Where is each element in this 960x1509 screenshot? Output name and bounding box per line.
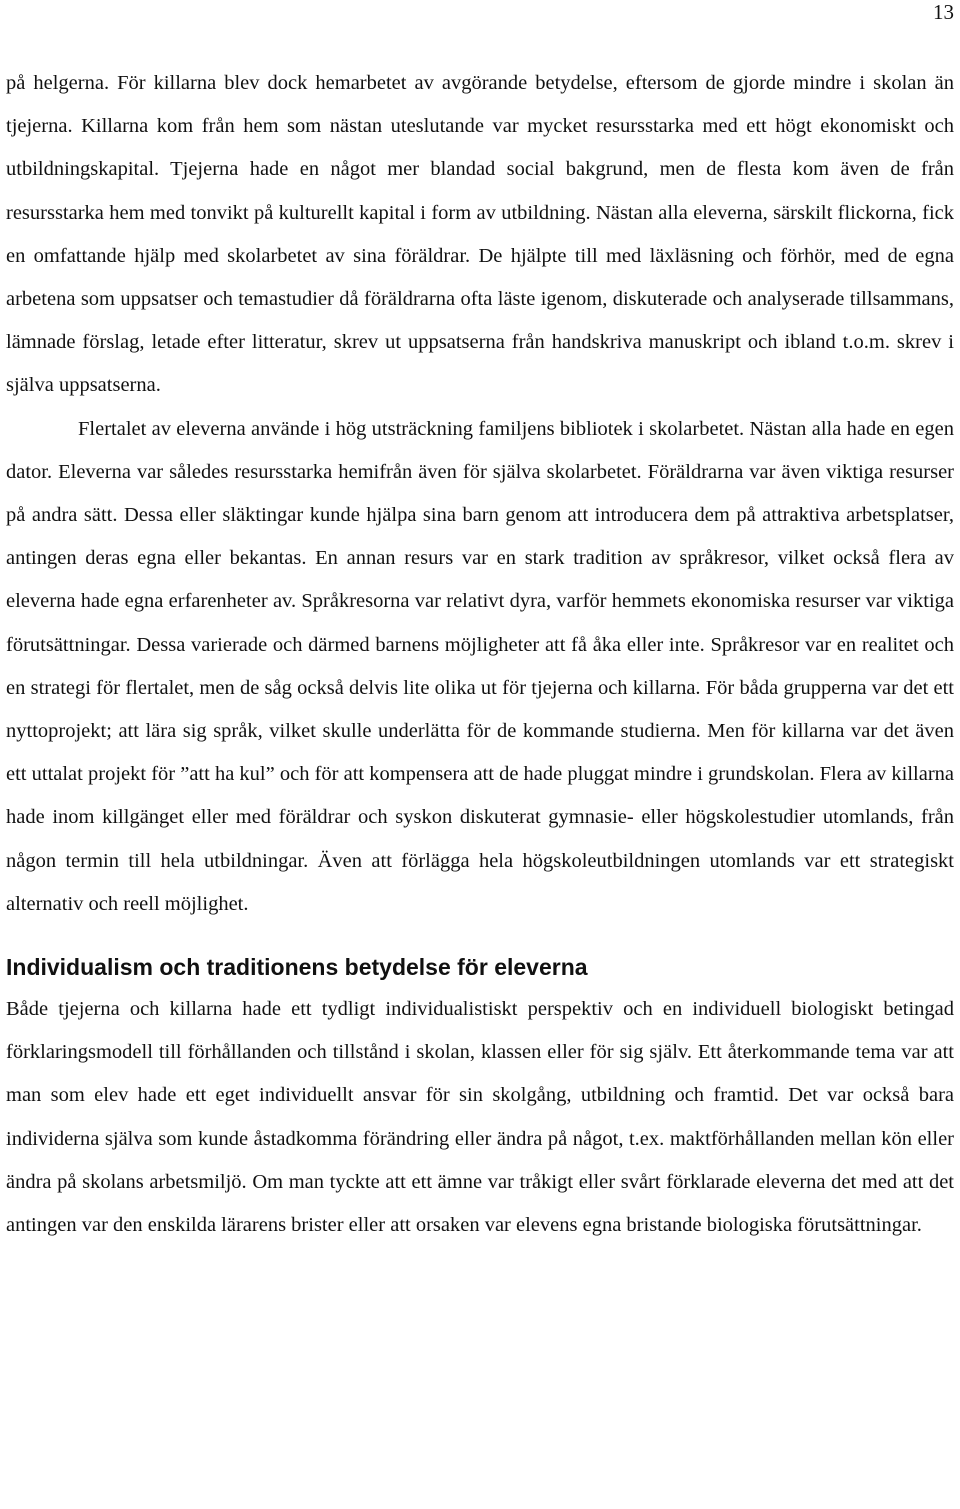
page-number: 13 [933, 0, 954, 24]
paragraph-3: Både tjejerna och killarna hade ett tydligt individualistiskt perspektiv och en individuell biologiskt betingad förklaringsmodell till förhållanden och tillstånd i skolan, klassen eller för sig själv. Ett återkommande tema var att man som elev hade ett eget individuellt ansvar för sin skolgång, utbildning och framtid. Det var också bara individerna själva som kunde åstadkomma förändring eller ändra på något, t.ex. maktförhållanden mellan kön eller ändra på skolans arbetsmiljö. Om man tyckte att ett ämne var tråkigt eller svårt förklarade eleverna det med att det antingen var den enskilda lärarens brister eller att orsaken var elevens egna bristande biologiska förutsättningar. [6, 998, 954, 1237]
paragraph-2: Flertalet av eleverna använde i hög utsträckning familjens bibliotek i skolarbetet. Nästan alla hade en egen dator. Eleverna var således resursstarka hemifrån även för själva skolarbetet. Föräldrarna var även viktiga resurser på andra sätt. Dessa eller släktingar kunde hjälpa sina barn genom att introducera dem på attraktiva arbetsplatser, antingen deras egna eller bekantas. En annan resurs var en stark tradition av språkresor, vilket också flera av eleverna hade egna erfarenheter av. Språkresorna var relativt dyra, varför hemmets ekonomiska resurser var viktiga förutsättningar. Dessa varierade och därmed barnens möjligheter att få åka eller inte. Språkresor var en realitet och en strategi för flertalet, men de såg också delvis lite olika ut för tjejerna och killarna. För båda grupperna var det ett nyttoprojekt; att lära sig språk, vilket skulle underlätta för de kommande studierna. Men för killarna var det även ett uttalat projekt för ”att ha kul” och för att kompensera att de hade pluggat mindre i grundskolan. Flera av killarna hade inom killgänget eller med föräldrar och syskon diskuterat gymnasie- eller högskolestudier utomlands, från någon termin till hela utbildningar. Även att förlägga hela högskoleutbildningen utomlands var ett strategiskt alternativ och reell möjlighet. [6, 417, 954, 915]
body-text [6, 62, 954, 1247]
paragraph-1: på helgerna. För killarna blev dock hemarbetet av avgörande betydelse, eftersom de gjorde mindre i skolan än tjejerna. Killarna kom från hem som nästan uteslutande var mycket resursstarka med ett högt ekonomiskt och utbildningskapital. Tjejerna hade en något mer blandad social bakgrund, men de flesta kom även de från resursstarka hem med tonvikt på kulturellt kapital i form av utbildning. Nästan alla eleverna, särskilt flickorna, fick en omfattande hjälp med skolarbetet av sina föräldrar. De hjälpte till med läxläsning och förhör, med de egna arbetena som uppsatser och temastudier då föräldrarna ofta läste igenom, diskuterade och analyserade tillsammans, lämnade förslag, letade efter litteratur, skrev ut uppsatserna från handskriva manuskript och ibland t.o.m. skrev i själva uppsatserna. [6, 72, 954, 397]
section-heading: Individualism och traditionens betydelse för eleverna [6, 954, 588, 981]
